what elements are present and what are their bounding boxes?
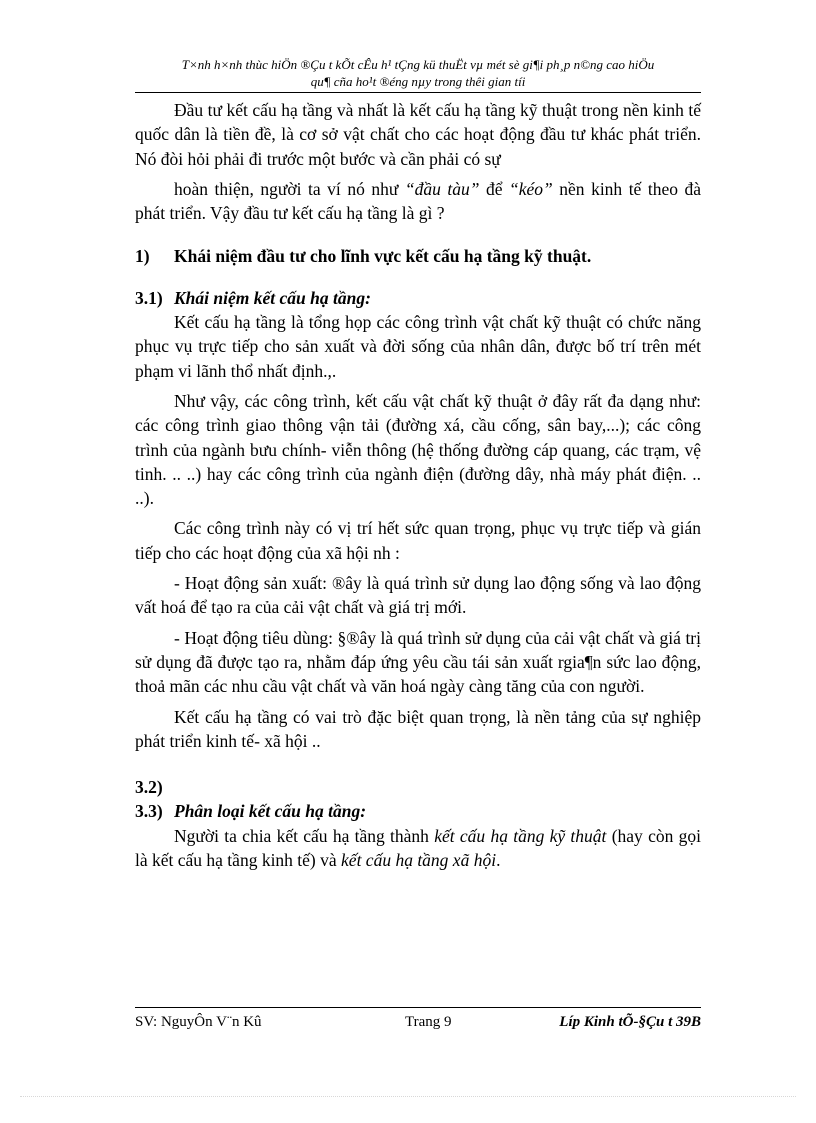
intro-paragraph-1: Đầu tư kết cấu hạ tầng và nhất là kết cấu hạ tầng kỹ thuật trong nền kinh tế quốc dân là tiền đề, là cơ sở vật chất cho các hoạt động đầu tư khác phát triển. Nó đòi hỏi phải đi trước một bước và cần phải có sự bbox=[135, 100, 701, 169]
page-header bbox=[135, 56, 701, 90]
section-3-3-number: 3.3) bbox=[135, 801, 163, 822]
intro-text-c: nền kinh tế theo đà phát triển. Vậy đầu tư kết cấu hạ tầng là gì ? bbox=[135, 178, 702, 224]
page-number: Trang 9 bbox=[405, 1014, 452, 1030]
technical-infrastructure-term: kết cấu hạ tầng kỹ thuật bbox=[434, 825, 607, 846]
footer-divider bbox=[135, 1007, 701, 1008]
social-infrastructure-term: kết cấu hạ tầng xã hội bbox=[341, 850, 497, 871]
section-3-1-paragraph-1: Kết cấu hạ tầng là tổng họp các công trình vật chất kỹ thuật có chức năng phục vụ trực tiếp cho sản xuất và đời sống của nhân dân, được bố trí trên mét phạm vi lãnh thổ nhất định.,. bbox=[135, 312, 701, 381]
section-1-heading bbox=[135, 244, 701, 268]
section-3-3-paragraph-1 bbox=[135, 824, 701, 873]
section-3-1-number: 3.1) bbox=[135, 287, 163, 308]
section-3-1-title: Khái niệm kết cấu hạ tầng: bbox=[174, 287, 371, 308]
section-3-2-heading bbox=[135, 775, 701, 799]
student-name: SV: NguyÔn V¨n Kû bbox=[135, 1014, 262, 1030]
intro-text-b: để bbox=[479, 178, 510, 199]
document-body bbox=[135, 98, 701, 872]
quote-dau-tau: “đầu tàu” bbox=[404, 178, 480, 199]
class-name: Líp Kinh tÕ-§Çu t 39B bbox=[559, 1014, 701, 1030]
section-3-1-heading bbox=[135, 286, 701, 310]
section-3-1-paragraph-2: Như vậy, các công trình, kết cấu vật chất kỹ thuật ở đây rất đa dạng như: các công trình giao thông vận tải (đường xá, cầu cống, sân bay,...); các công trình của ngành bưu chính- viễn thông (hệ thống đường cáp quang, các trạm, vệ tinh. .. ..) hay các công trình của ngành điện (đường dây, nhà máy phát điện. .. ..). bbox=[135, 390, 701, 509]
section-3-3-title: Phân loại kết cấu hạ tầng: bbox=[174, 801, 367, 822]
header-line-1: T×nh h×nh thùc hiÖn ®Çu t kÕt cÊu h¹ tÇng kü thuËt vµ mét sè gi¶i ph¸p n©ng cao hiÖu bbox=[181, 57, 655, 72]
intro-text-a: hoàn thiện, người ta ví nó như bbox=[174, 178, 405, 199]
intro-paragraph-2 bbox=[135, 177, 701, 226]
section-1-title: Khái niệm đầu tư cho lĩnh vực kết cấu hạ tầng kỹ thuật. bbox=[174, 246, 592, 267]
header-line-2: qu¶ cña ho¹t ®éng nµy trong thêi gian tíi bbox=[310, 74, 526, 89]
quote-keo: “kéo” bbox=[509, 178, 553, 199]
section-3-1-paragraph-4: - Hoạt động sản xuất: ®ây là quá trình sử dụng lao động sống và lao động vất hoá để tạo ra của cải vật chất và giá trị mới. bbox=[135, 573, 701, 618]
page-edge-divider bbox=[20, 1096, 796, 1097]
section-1-number: 1) bbox=[135, 246, 150, 267]
section-3-1-paragraph-6: Kết cấu hạ tầng có vai trò đặc biệt quan trọng, là nền tảng của sự nghiệp phát triển kinh tế- xã hội .. bbox=[135, 706, 701, 751]
section-3-1-paragraph-3: Các công trình này có vị trí hết sức quan trọng, phục vụ trực tiếp và gián tiếp cho các hoạt động của xã hội nh : bbox=[135, 518, 701, 563]
classification-text-b: (hay còn gọi là kết cấu hạ tầng kinh tế) và bbox=[135, 825, 701, 871]
section-3-3-heading bbox=[135, 799, 701, 823]
header-divider bbox=[135, 92, 701, 93]
section-3-1-paragraph-5: - Hoạt động tiêu dùng: §®ây là quá trình sử dụng của cải vật chất và giá trị sử dụng đã được tạo ra, nhằm đáp ứng yêu cầu tái sản xuất rgia¶n sức lao động, thoả mãn các nhu cầu vật chất và văn hoá ngày càng tăng của con người. bbox=[135, 627, 701, 697]
section-3-2-number: 3.2) bbox=[135, 777, 163, 798]
classification-text-a: Người ta chia kết cấu hạ tầng thành bbox=[174, 825, 435, 846]
classification-text-c: . bbox=[496, 850, 501, 871]
